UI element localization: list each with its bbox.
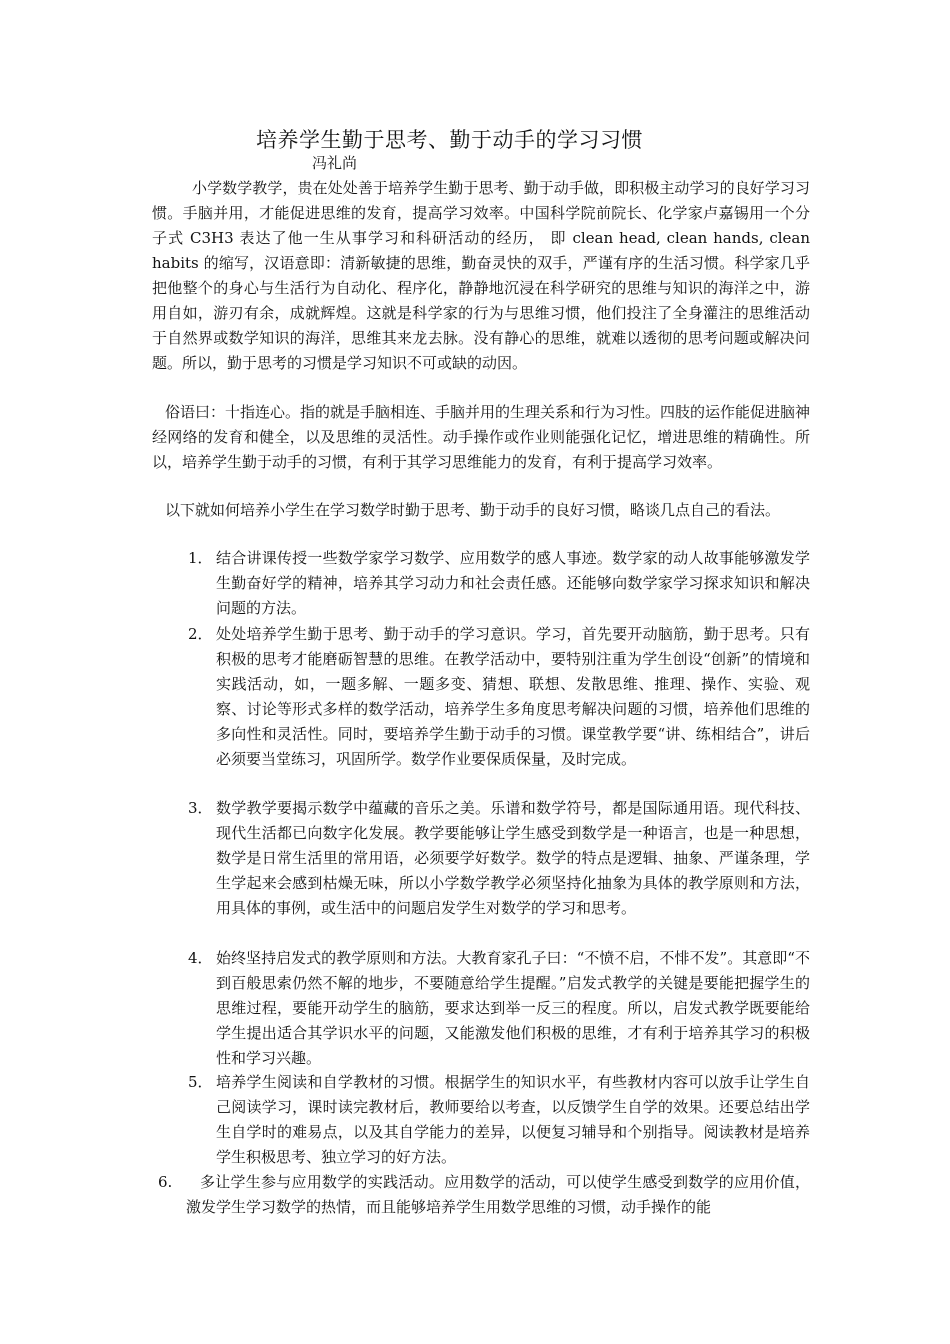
list-item-text: 始终坚持启发式的教学原则和方法。大教育家孔子曰：“不愤不启，不悱不发”。其意即“不到百般思索仍然不解的地步，不要随意给学生提醒。”启发式教学的关键是要能把握学生的思维过程，要能开动学生的脑筋，要求达到举一反三的程度。所以，启发式教学既要能给学生提出适合其学识水平的问题，又能激发他们积极的思维，才有利于培养其学习的积极性和学习兴趣。 [216,949,810,1067]
list-item-number: 4． [188,949,213,967]
list-item-number: 1． [188,549,213,567]
list-item-number: 5． [188,1073,213,1091]
list-item [188,546,810,621]
list-item-number: 6. [158,1173,173,1191]
list-item-text: 多让学生参与应用数学的实践活动。应用数学的活动，可以使学生感受到数学的应用价值，激发学生学习数学的热情，而且能够培养学生用数学思维的习惯，动手操作的能 [186,1173,810,1216]
list-item [188,796,810,921]
paragraph-lead-in: 以下就如何培养小学生在学习数学时勤于思考、勤于动手的良好习惯，略谈几点自己的看法。 [165,501,781,519]
list-item-text: 结合讲课传授一些数学家学习数学、应用数学的感人事迹。数学家的动人故事能够激发学生勤奋好学的精神，培养其学习动力和社会责任感。还能够向数学家学习探求知识和解决问题的方法。 [216,549,810,617]
list-item [188,946,810,1071]
list-item-number: 2． [188,625,213,643]
document-title: 培养学生勤于思考、勤于动手的学习习惯 [256,128,643,152]
list-item-text: 数学教学要揭示数学中蕴藏的音乐之美。乐谱和数学符号，都是国际通用语。现代科技、现代生活都已向数字化发展。教学要能够让学生感受到数学是一种语言，也是一种思想，数学是日常生活里的常用语，必须要学好数学。数学的特点是逻辑、抽象、严谨条理，学生学起来会感到枯燥无味，所以小学数学教学必须坚持化抽象为具体的教学原则和方法，用具体的事例，或生活中的问题启发学生对数学的学习和思考。 [216,799,810,917]
list-item [188,1070,810,1170]
list-item-number: 3． [188,799,213,817]
list-item [158,1170,810,1220]
paragraph-intro: 小学数学教学，贵在处处善于培养学生勤于思考、勤于动手做，即积极主动学习的良好学习习惯。手脑并用，才能促进思维的发育，提高学习效率。中国科学院前院长、化学家卢嘉锡用一个分子式 C3H3 表达了他一生从事学习和科研活动的经历， 即 clean head, clean hands, clean habits 的缩写，汉语意即：清新敏捷的思维，勤奋灵快的双手，严谨有序的生活习惯。科学家几乎把他整个的身心与生活行为自动化、程序化，静静地沉浸在科学研究的思维与知识的海洋之中，游用自如，游刃有余，成就辉煌。这就是科学家的行为与思维习惯，他们投注了全身灌注的思维活动于自然界或数学知识的海洋，思维其来龙去脉。没有静心的思维，就难以透彻的思考问题或解决问题。所以，勤于思考的习惯是学习知识不可或缺的动因。 [152,179,810,372]
author-name: 冯礼尚 [312,154,358,172]
paragraph-proverb: 俗语曰：十指连心。指的就是手脑相连、手脑并用的生理关系和行为习性。四肢的运作能促进脑神经网络的发育和健全，以及思维的灵活性。动手操作或作业则能强化记忆，增进思维的精确性。所以，培养学生勤于动手的习惯，有利于其学习思维能力的发育，有利于提高学习效率。 [152,403,811,471]
list-item [188,622,810,772]
list-item-text: 处处培养学生勤于思考、勤于动手的学习意识。学习，首先要开动脑筋，勤于思考。只有积极的思考才能磨砺智慧的思维。在教学活动中，要特别注重为学生创设“创新”的情境和实践活动，如，一题多解、一题多变、猜想、联想、发散思维、推理、操作、实验、观察、讨论等形式多样的数学活动，培养学生多角度思考解决问题的习惯，培养他们思维的多向性和灵活性。同时，要培养学生勤于动手的习惯。课堂教学要“讲、练相结合”，讲后必须要当堂练习，巩固所学。数学作业要保质保量，及时完成。 [216,625,810,768]
list-item-text: 培养学生阅读和自学教材的习惯。根据学生的知识水平，有些教材内容可以放手让学生自己阅读学习，课时读完教材后，教师要给以考查，以反馈学生自学的效果。还要总结出学生自学时的难易点，以及其自学能力的差异，以便复习辅导和个别指导。阅读教材是培养学生积极思考、独立学习的好方法。 [216,1073,810,1166]
